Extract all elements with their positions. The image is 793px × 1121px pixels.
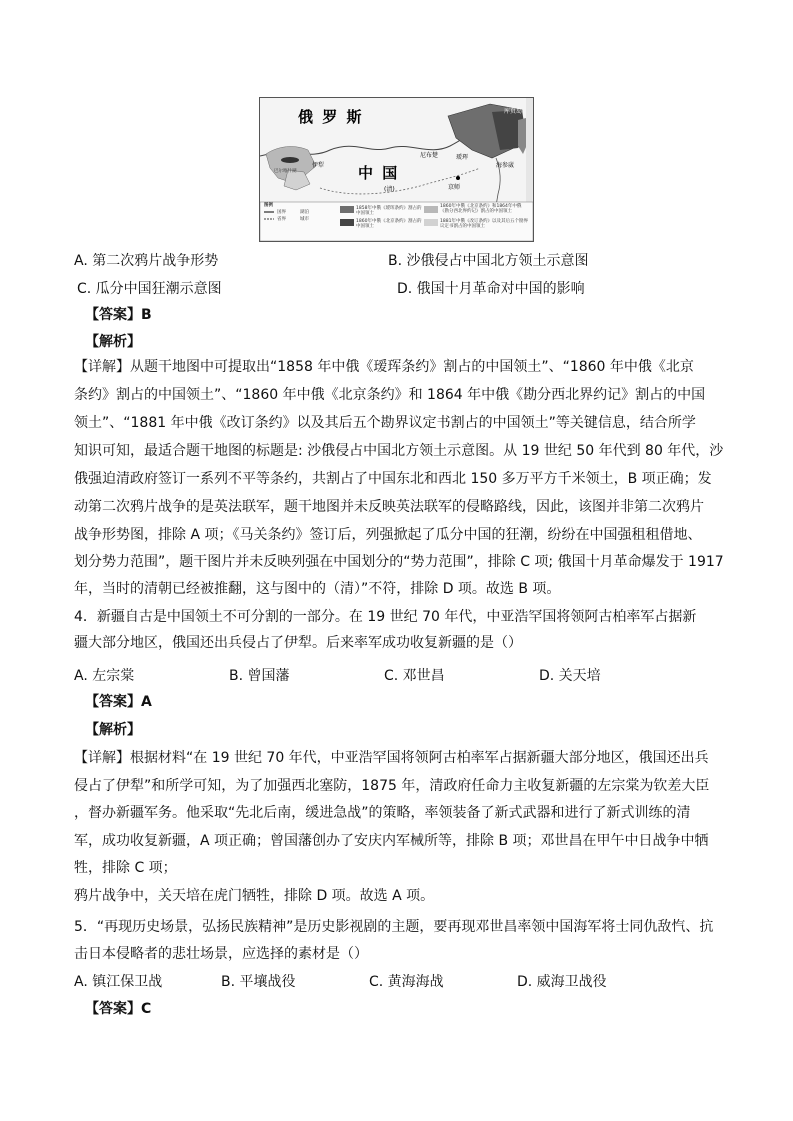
q4-option-b: B. 曾国藩 bbox=[229, 668, 290, 684]
q3-answer: 【答案】B bbox=[85, 307, 152, 323]
map-label-russia: 俄 罗 斯 bbox=[298, 108, 364, 126]
map-label-haishenwai: 海参崴 bbox=[496, 162, 515, 169]
q4-detail-line: 侵占了伊犁”和所学可知，为了加强西北塞防，1875 年，清政府任命力主收复新疆的左宗棠为钦差大臣 bbox=[74, 778, 710, 794]
map-legend-1881: 1881年中俄《改订条约》以及其后五个勘界议定书割占的中国领土 bbox=[440, 219, 528, 229]
q4-option-c: C. 邓世昌 bbox=[384, 668, 445, 684]
map-legend-city: 城市 bbox=[300, 217, 309, 222]
map-figure bbox=[259, 97, 534, 242]
q4-analysis-label: 【解析】 bbox=[85, 722, 141, 738]
q3-detail-line: 知识可知，最适合题干地图的标题是: 沙俄侵占中国北方领土示意图。从 19 世纪 50 年代到 80 年代，沙 bbox=[74, 443, 724, 459]
q4-detail-line: ，督办新疆军务。他采取“先北后南，缓进急战”的策略，率领装备了新式武器和进行了新式训练的清 bbox=[74, 805, 691, 821]
map-legend-1860: 1860年中俄《北京条约》割占的中国领土 bbox=[356, 219, 422, 229]
map-label-yili: 伊犁 bbox=[312, 162, 325, 169]
q4-stem-line: 疆大部分地区，俄国还出兵侵占了伊犁。后来率军成功收复新疆的是（） bbox=[74, 635, 522, 651]
q5-answer: 【答案】C bbox=[85, 1001, 152, 1017]
map-legend-province: 省界 bbox=[277, 217, 286, 222]
q4-detail-line: 【详解】根据材料“在 19 世纪 70 年代，中亚浩罕国将领阿古柏率军占据新疆大部分地区，俄国还出兵 bbox=[74, 750, 709, 766]
q5-option-c: C. 黄海海战 bbox=[369, 974, 444, 990]
q3-option-b: B. 沙俄侵占中国北方领土示意图 bbox=[388, 253, 589, 269]
q3-detail-line: 划分势力范围”，题干图片并未反映列强在中国划分的“势力范围”，排除 C 项; 俄国十月革命爆发于 1917 bbox=[74, 554, 724, 570]
q4-detail-line: 鸦片战争中，关天培在虎门牺牲，排除 D 项。故选 A 项。 bbox=[74, 888, 435, 904]
q3-detail-line: 领土”、“1881 年中俄《改订条约》以及其后五个勘界议定书割占的中国领土”等关键信息，结合所学 bbox=[74, 415, 696, 431]
map-legend-title: 图例 bbox=[264, 203, 273, 208]
map-legend-lake: 湖泊 bbox=[300, 210, 309, 215]
q5-option-b: B. 平壤战役 bbox=[221, 974, 296, 990]
map-label-china: 中 国 bbox=[358, 164, 400, 182]
q5-option-d: D. 威海卫战役 bbox=[517, 974, 607, 990]
q5-stem-line: 5．“再现历史场景，弘扬民族精神”是历史影视剧的主题，要再现邓世昌率领中国海军将士同仇敌忾、抗 bbox=[74, 919, 714, 935]
q4-option-d: D. 关天培 bbox=[539, 668, 601, 684]
q3-option-c: C. 瓜分中国狂潮示意图 bbox=[77, 281, 222, 297]
q3-analysis-label: 【解析】 bbox=[85, 334, 141, 350]
q3-detail-line: 条约》割占的中国领土”、“1860 年中俄《北京条约》和 1864 年中俄《勘分西北界约记》割占的中国 bbox=[74, 387, 706, 403]
q4-stem-line: 4．新疆自古是中国领土不可分割的一部分。在 19 世纪 70 年代，中亚浩罕国将领阿古柏率军占据新 bbox=[74, 609, 697, 625]
q3-option-d: D. 俄国十月革命对中国的影响 bbox=[397, 281, 585, 297]
q3-detail-line: 俄强迫清政府签订一系列不平等条约，共割占了中国东北和西北 150 多万平方千米领土，B 项正确；发 bbox=[74, 471, 712, 487]
q4-detail-line: 牲，排除 C 项； bbox=[74, 860, 177, 876]
map-label-lake: 巴尔喀什湖 bbox=[274, 169, 297, 174]
q3-detail-line: 年，当时的清朝已经被推翻，这与图中的（清）”不符，排除 D 项。故选 B 项。 bbox=[74, 581, 561, 597]
q4-answer: 【答案】A bbox=[85, 694, 152, 710]
map-label-qing: (清) bbox=[384, 186, 395, 193]
q5-stem-line: 击日本侵略者的悲壮场景，应选择的素材是（） bbox=[74, 946, 368, 962]
map-label-beijing: 京师 bbox=[448, 184, 461, 191]
q3-detail-line: 动第二次鸦片战争的是英法联军，题干地图并未反映英法联军的侵略路线，因此，该图并非第二次鸦片 bbox=[74, 499, 704, 515]
q3-option-a: A. 第二次鸦片战争形势 bbox=[74, 253, 219, 269]
map-label-aigun: 瑷珲 bbox=[456, 154, 469, 161]
map-label-sakhalin: 库页岛 bbox=[504, 108, 523, 115]
q4-detail-line: 军，成功收复新疆，A 项正确；曾国藩创办了安庆内军械所等，排除 B 项；邓世昌在甲午中日战争中牺 bbox=[74, 833, 709, 849]
q4-option-a: A. 左宗棠 bbox=[74, 668, 135, 684]
map-legend-1858: 1858年中俄《瑷珲条约》割占的中国领土 bbox=[356, 206, 422, 216]
q3-detail-line: 【详解】从题干地图中可提取出“1858 年中俄《瑷珲条约》割占的中国领土”、“1860 年中俄《北京 bbox=[74, 359, 694, 375]
q5-option-a: A. 镇江保卫战 bbox=[74, 974, 163, 990]
map-legend-1864: 1860年中俄《北京条约》和1864年中俄《勘分西北界约记》割占的中国领土 bbox=[440, 204, 522, 214]
map-legend-border: 国界 bbox=[277, 210, 286, 215]
q3-detail-line: 战争形势图，排除 A 项；《马关条约》签订后，列强掀起了瓜分中国的狂潮，纷纷在中国强租租借地、 bbox=[74, 527, 702, 543]
map-label-nerchinsk: 尼布楚 bbox=[420, 152, 439, 159]
